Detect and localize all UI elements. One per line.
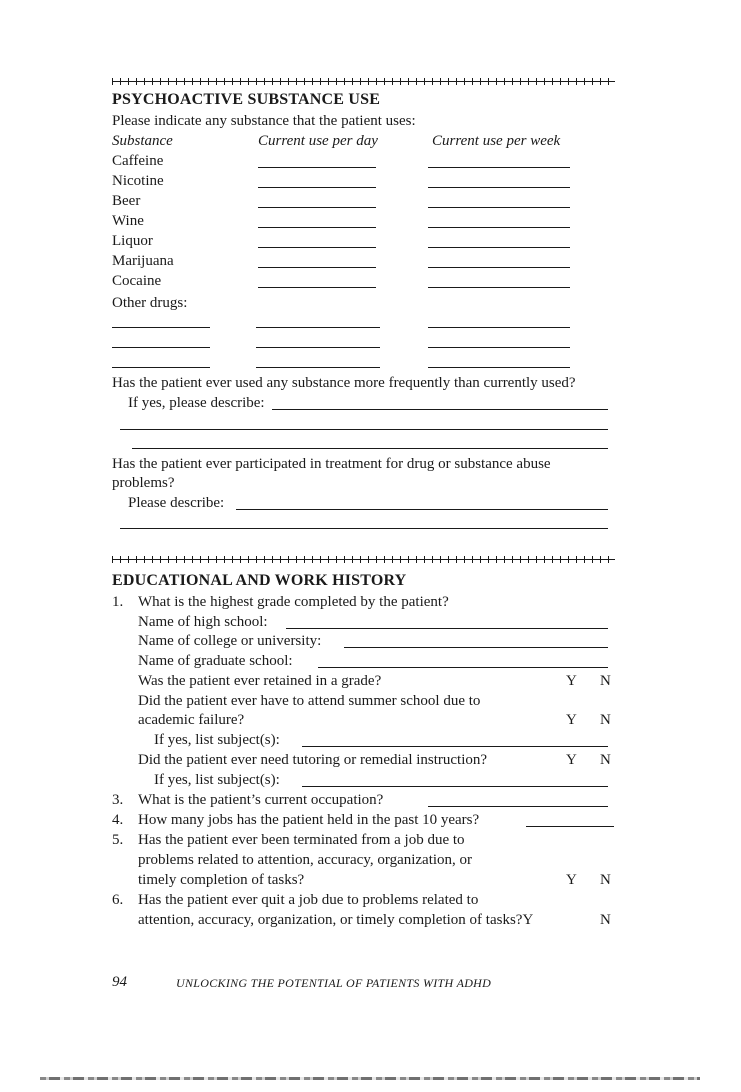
item-number: 4. — [112, 812, 124, 828]
question-more-frequent: Has the patient ever used any substance more frequently than currently used? — [112, 375, 576, 391]
question-retained: Was the patient ever retained in a grade? — [138, 673, 382, 689]
per-week-blank[interactable] — [428, 247, 570, 248]
col-header-substance: Substance — [112, 133, 173, 149]
question-terminated-cont: timely completion of tasks? — [138, 872, 305, 888]
per-day-blank[interactable] — [258, 227, 376, 228]
per-day-blank[interactable] — [256, 367, 380, 368]
col-header-per-day: Current use per day — [258, 133, 378, 149]
describe-blank[interactable] — [272, 409, 608, 410]
item-number: 5. — [112, 832, 124, 848]
per-week-blank[interactable] — [428, 187, 570, 188]
substance-label: Cocaine — [112, 273, 162, 289]
subjects-label: If yes, list subject(s): — [154, 732, 280, 748]
no-option[interactable]: N — [600, 872, 611, 888]
substance-label: Liquor — [112, 233, 153, 249]
high-school-blank[interactable] — [286, 628, 608, 629]
per-week-blank[interactable] — [428, 227, 570, 228]
per-day-blank[interactable] — [256, 327, 380, 328]
per-day-blank[interactable] — [258, 267, 376, 268]
question-terminated: Has the patient ever been terminated from a job due to — [138, 832, 465, 848]
substance-intro: Please indicate any substance that the patient uses: — [112, 113, 416, 129]
scan-artifact-line — [40, 1077, 700, 1080]
per-week-blank[interactable] — [428, 287, 570, 288]
per-day-blank[interactable] — [258, 187, 376, 188]
substance-label: Nicotine — [112, 173, 164, 189]
section-divider-top — [112, 78, 615, 85]
subjects-blank[interactable] — [302, 746, 608, 747]
describe-label: Please describe: — [128, 495, 225, 511]
subjects-blank[interactable] — [302, 786, 608, 787]
question-terminated-cont: problems related to attention, accuracy, organization, or — [138, 852, 473, 868]
substance-label: Beer — [112, 193, 141, 209]
col-header-per-week: Current use per week — [432, 133, 561, 149]
substance-label: Wine — [112, 213, 144, 229]
item-number: 1. — [112, 594, 124, 610]
subjects-label: If yes, list subject(s): — [154, 772, 280, 788]
grad-school-label: Name of graduate school: — [138, 653, 293, 669]
yes-option[interactable]: Y — [566, 872, 577, 888]
item-number: 6. — [112, 892, 124, 908]
no-option[interactable]: N — [600, 912, 611, 928]
section-heading-education: EDUCATIONAL AND WORK HISTORY — [112, 572, 407, 589]
other-drug-name-blank[interactable] — [112, 327, 210, 328]
per-week-blank[interactable] — [428, 167, 570, 168]
other-drug-name-blank[interactable] — [112, 367, 210, 368]
item-number: 3. — [112, 792, 124, 808]
yes-option[interactable]: Y — [566, 712, 577, 728]
describe-blank[interactable] — [120, 429, 608, 430]
describe-blank[interactable] — [236, 509, 608, 510]
describe-blank[interactable] — [132, 448, 608, 449]
substance-label: Caffeine — [112, 153, 164, 169]
per-day-blank[interactable] — [258, 247, 376, 248]
no-option[interactable]: N — [600, 673, 611, 689]
question-occupation: What is the patient’s current occupation? — [138, 792, 384, 808]
describe-blank[interactable] — [120, 528, 608, 529]
yes-option[interactable]: Y — [566, 673, 577, 689]
per-week-blank[interactable] — [428, 367, 570, 368]
college-blank[interactable] — [344, 647, 608, 648]
other-drug-name-blank[interactable] — [112, 347, 210, 348]
high-school-label: Name of high school: — [138, 614, 268, 630]
per-day-blank[interactable] — [258, 167, 376, 168]
describe-label: If yes, please describe: — [128, 395, 265, 411]
page-number: 94 — [112, 974, 127, 990]
grad-school-blank[interactable] — [318, 667, 608, 668]
per-day-blank[interactable] — [258, 287, 376, 288]
per-day-blank[interactable] — [256, 347, 380, 348]
no-option[interactable]: N — [600, 712, 611, 728]
substance-label: Marijuana — [112, 253, 174, 269]
jobs-held-blank[interactable] — [526, 826, 614, 827]
question-summer-school-cont: academic failure? — [138, 712, 245, 728]
question-highest-grade: What is the highest grade completed by the patient? — [138, 594, 449, 610]
occupation-blank[interactable] — [428, 806, 608, 807]
question-jobs-held: How many jobs has the patient held in the past 10 years? — [138, 812, 480, 828]
no-option[interactable]: N — [600, 752, 611, 768]
per-week-blank[interactable] — [428, 347, 570, 348]
question-summer-school: Did the patient ever have to attend summer school due to — [138, 693, 481, 709]
per-week-blank[interactable] — [428, 267, 570, 268]
substance-label: Other drugs: — [112, 295, 188, 311]
question-treatment: Has the patient ever participated in treatment for drug or substance abuse — [112, 456, 551, 472]
question-quit-job: Has the patient ever quit a job due to problems related to — [138, 892, 479, 908]
per-week-blank[interactable] — [428, 327, 570, 328]
college-label: Name of college or university: — [138, 633, 322, 649]
question-tutoring: Did the patient ever need tutoring or remedial instruction? — [138, 752, 488, 768]
question-treatment-cont: problems? — [112, 475, 175, 491]
section-heading-substance: PSYCHOACTIVE SUBSTANCE USE — [112, 91, 381, 108]
question-quit-job-cont: attention, accuracy, organization, or timely completion of tasks?Y — [138, 912, 534, 928]
running-title: UNLOCKING THE POTENTIAL OF PATIENTS WITH ADHD — [176, 976, 492, 990]
per-day-blank[interactable] — [258, 207, 376, 208]
yes-option[interactable]: Y — [566, 752, 577, 768]
per-week-blank[interactable] — [428, 207, 570, 208]
section-divider-education — [112, 556, 615, 563]
